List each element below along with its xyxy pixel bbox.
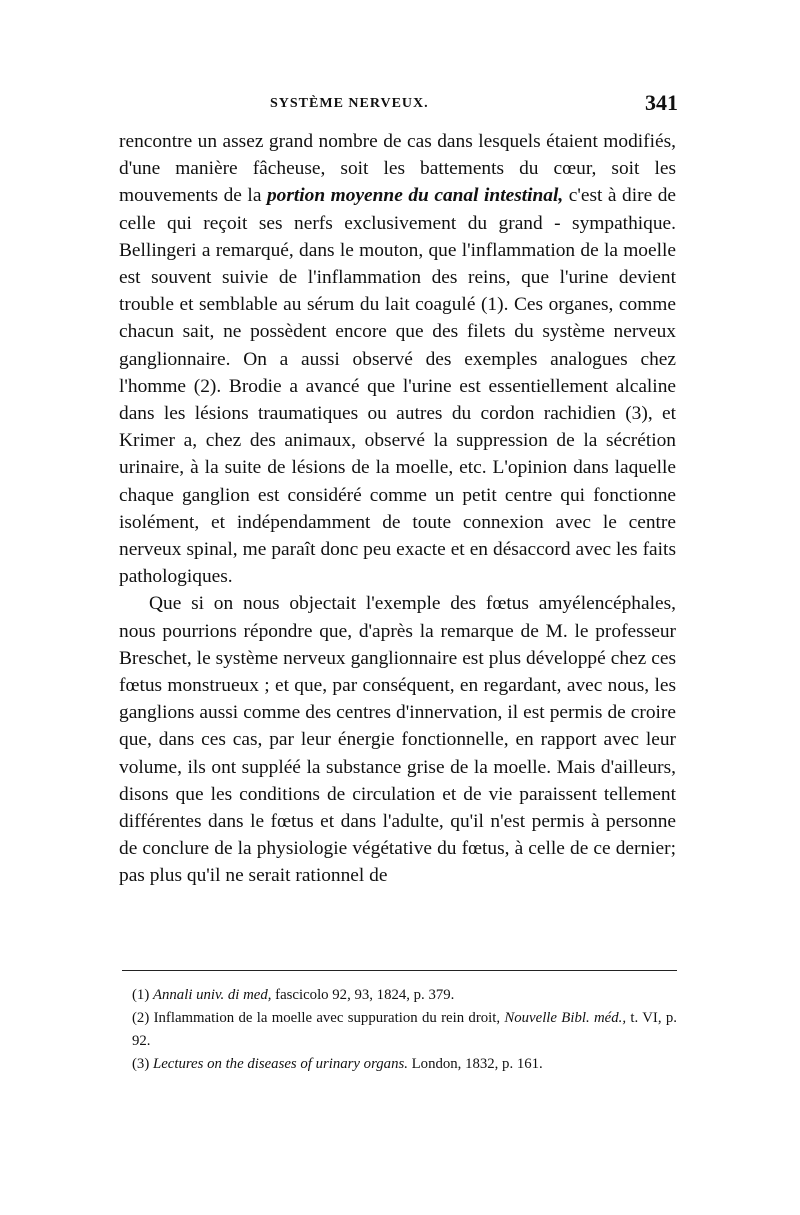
footnote-3-number: (3)	[132, 1056, 150, 1072]
running-title: SYSTÈME NERVEUX.	[270, 96, 429, 111]
paragraph-1-italic-phrase: portion moyenne du canal intestinal,	[266, 185, 564, 207]
footnote-1-source: Annali univ. di med,	[152, 987, 272, 1003]
paragraph-1-text-a: rencontre un assez grand nombre de cas dans lesquels étaient modifiés, d'une manière fâcheuse, soit les battements du cœur, soit les mouvements de la	[119, 131, 676, 207]
footnote-2-source: Nouvelle Bibl. méd.,	[504, 1010, 627, 1026]
footnote-2-details: t. VI, p. 92.	[132, 1010, 677, 1049]
footnote-1-number: (1)	[132, 987, 150, 1003]
footnotes	[132, 984, 677, 1076]
paragraph-1-text-b: c'est à dire de celle qui reçoit ses nerfs exclusivement du grand - sympathique. Bellingeri a remarqué, dans le mouton, que l'inflammation de la moelle est souvent suivie de l'inflammation des reins, que l'urine devient trouble et semblable au sérum du lait coagulé (1). Ces organes, comme chacun sait, ne possèdent encore que des filets du système nerveux ganglionnaire. On a aussi observé des exemples analogues chez l'homme (2). Brodie a avancé que l'urine est essentiellement alcaline dans les lésions traumatiques ou autres du cordon rachidien (3), et Krimer a, chez des animaux, observé la suppression de la sécrétion urinaire, à la suite de lésions de la moelle, etc. L'opinion dans laquelle chaque ganglion est considéré comme un petit centre qui fonctionne isolément, et indépendamment de toute connexion avec le centre nerveux spinal, me paraît donc peu exacte et en désaccord avec les faits pathologiques.	[119, 185, 676, 588]
footnote-3-details: London, 1832, p. 161.	[407, 1056, 543, 1072]
body-text	[119, 128, 676, 890]
page-number: 341	[645, 90, 678, 115]
running-head	[120, 90, 680, 120]
footnote-3-source: Lectures on the diseases of urinary organs.	[152, 1056, 408, 1072]
footnote-rule	[122, 970, 677, 971]
footnote-2-text: Inflammation de la moelle avec suppuration du rein droit,	[149, 1010, 505, 1026]
footnote-2-number: (2)	[132, 1010, 150, 1026]
paragraph-2: Que si on nous objectait l'exemple des fœtus amyélencéphales, nous pourrions répondre que, d'après la remarque de M. le professeur Breschet, le système nerveux ganglionnaire est plus développé chez ces fœtus monstrueux ; et que, par conséquent, en regardant, avec nous, les ganglions aussi comme des centres d'innervation, il est permis de croire que, dans ces cas, par leur énergie fonctionnelle, en rapport avec leur volume, ils ont suppléé la substance grise de la moelle. Mais d'ailleurs, disons que les conditions de circulation et de vie paraissent tellement différentes dans le fœtus et dans l'adulte, qu'il n'est permis à personne de conclure de la physiologie végétative du fœtus, à celle de ce dernier; pas plus qu'il ne serait rationnel de	[119, 593, 676, 887]
footnote-1	[132, 984, 677, 1007]
footnote-1-details: fascicolo 92, 93, 1824, p. 379.	[271, 987, 455, 1003]
footnote-3	[132, 1053, 677, 1076]
footnote-2	[132, 1007, 677, 1053]
paragraph-1	[119, 128, 676, 590]
